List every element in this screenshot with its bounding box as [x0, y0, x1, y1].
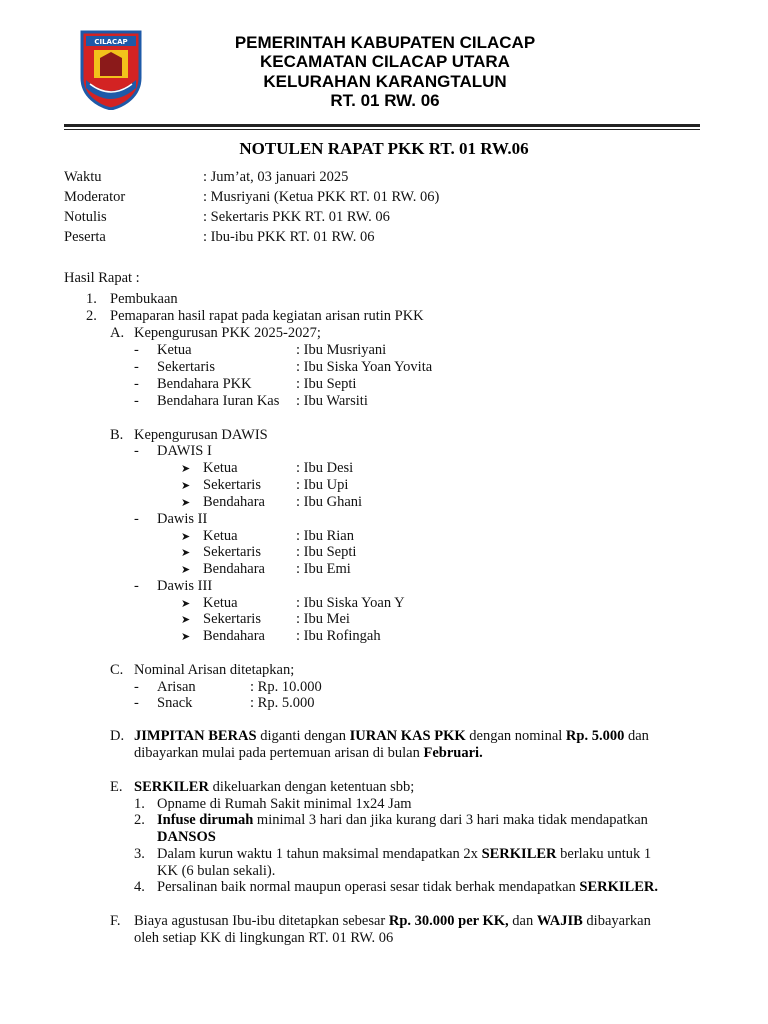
meta-value-notulis: : Sekertaris PKK RT. 01 RW. 06 [203, 209, 390, 225]
role-name: : Ibu Desi [296, 460, 354, 476]
e-item-number: 1. [134, 796, 145, 812]
fee-value: : Rp. 10.000 [250, 679, 322, 695]
fee-label: Snack [157, 695, 193, 711]
header-line-3: KELURAHAN KARANGTALUN [263, 72, 507, 91]
e-item-text: Opname di Rumah Sakit minimal 1x24 Jam [157, 796, 412, 812]
text-fragment: Persalinan baik normal maupun operasi sesar tidak berhak mendapatkan [157, 879, 580, 895]
dawis-group-name: Dawis II [157, 511, 208, 527]
arrow-bullet-icon: ➤ [181, 480, 191, 492]
role-label: Ketua [203, 595, 238, 611]
meta-label-moderator: Moderator [64, 189, 126, 205]
section-d-letter: D. [110, 728, 125, 744]
e-item-text [157, 812, 648, 829]
text-fragment: Dalam kurun waktu 1 tahun maksimal mendapatkan 2x [157, 846, 482, 862]
role-name: : Ibu Siska Yoan Yovita [296, 359, 433, 375]
text-fragment: Biaya agustusan Ibu-ibu ditetapkan sebesar [134, 913, 389, 929]
role-label: Ketua [157, 342, 192, 358]
role-name: : Ibu Musriyani [296, 342, 387, 358]
wajib-text: WAJIB [536, 913, 583, 929]
role-label: Bendahara [203, 494, 265, 510]
dawis-group-name: Dawis III [157, 578, 213, 594]
e-item-text-cont: KK (6 bulan sekali). [157, 863, 276, 879]
role-label: Bendahara PKK [157, 376, 252, 392]
dash: - [134, 511, 139, 527]
meta-value-waktu: : Jum’at, 03 januari 2025 [203, 169, 349, 185]
role-label: Sekertaris [203, 477, 261, 493]
header-line-4: RT. 01 RW. 06 [330, 91, 440, 110]
section-b-letter: B. [110, 427, 124, 443]
serkiler-text: SERKILER [134, 779, 209, 795]
arrow-bullet-icon: ➤ [181, 463, 191, 475]
meta-label-waktu: Waktu [64, 169, 102, 185]
dawis-group-name: DAWIS I [157, 443, 212, 459]
fee-label: Arisan [157, 679, 196, 695]
dansos-text: DANSOS [157, 829, 216, 845]
text-fragment: dan [624, 728, 649, 744]
infuse-text: Infuse dirumah [157, 812, 254, 828]
item-1-number: 1. [86, 291, 97, 307]
header-divider-thin [64, 129, 700, 130]
text-fragment: dibayarkan [582, 913, 651, 929]
header-divider-thick [64, 124, 700, 127]
logo-text: CILACAP [94, 38, 128, 46]
text-fragment: dengan nominal [465, 728, 566, 744]
meta-label-peserta: Peserta [64, 229, 106, 245]
role-name: : Ibu Ghani [296, 494, 363, 510]
role-name: : Ibu Upi [296, 477, 349, 493]
role-name: : Ibu Septi [296, 376, 357, 392]
section-d-line-1 [134, 728, 649, 745]
hasil-rapat-label: Hasil Rapat : [64, 270, 140, 286]
arrow-bullet-icon: ➤ [181, 497, 191, 509]
role-name: : Ibu Warsiti [296, 393, 368, 409]
fee-value: : Rp. 5.000 [250, 695, 315, 711]
role-label: Ketua [203, 528, 238, 544]
arrow-bullet-icon: ➤ [181, 631, 191, 643]
text-fragment: berlaku untuk 1 [556, 846, 652, 862]
dash: - [134, 443, 139, 459]
dash: - [134, 393, 139, 409]
arrow-bullet-icon: ➤ [181, 564, 191, 576]
month-text: Februari. [423, 745, 483, 761]
role-label: Bendahara [203, 561, 265, 577]
section-b-title: Kepengurusan DAWIS [134, 427, 268, 443]
e-item-text [157, 879, 658, 896]
section-c-title: Nominal Arisan ditetapkan; [134, 662, 295, 678]
section-e-letter: E. [110, 779, 123, 795]
header-line-1: PEMERINTAH KABUPATEN CILACAP [234, 33, 536, 52]
section-f-letter: F. [110, 913, 121, 929]
arrow-bullet-icon: ➤ [181, 531, 191, 543]
section-c-letter: C. [110, 662, 124, 678]
meta-value-peserta: : Ibu-ibu PKK RT. 01 RW. 06 [203, 229, 375, 245]
section-a-letter: A. [110, 325, 125, 341]
nominal-amount: Rp. 5.000 [565, 728, 625, 744]
serkiler-text: SERKILER [481, 846, 557, 862]
dash: - [134, 679, 139, 695]
text-fragment: diganti dengan [256, 728, 350, 744]
role-name: : Ibu Mei [296, 611, 350, 627]
role-label: Sekertaris [203, 544, 261, 560]
item-1-text: Pembukaan [110, 291, 178, 307]
serkiler-text: SERKILER. [579, 879, 658, 895]
role-name: : Ibu Rofingah [296, 628, 381, 644]
arrow-bullet-icon: ➤ [181, 547, 191, 559]
kabupaten-logo [80, 30, 142, 110]
section-d-line-2 [134, 745, 483, 762]
dash: - [134, 359, 139, 375]
role-name: : Ibu Siska Yoan Y [296, 595, 405, 611]
text-fragment: minimal 3 hari dan jika kurang dari 3 hari maka tidak mendapatkan [253, 812, 648, 828]
section-a-title: Kepengurusan PKK 2025-2027; [134, 325, 321, 341]
section-e-title [134, 779, 414, 796]
role-label: Sekertaris [203, 611, 261, 627]
e-item-text [157, 846, 651, 863]
role-name: : Ibu Rian [296, 528, 354, 544]
role-name: : Ibu Septi [296, 544, 357, 560]
role-label: Bendahara Iuran Kas [157, 393, 280, 409]
document-title: NOTULEN RAPAT PKK RT. 01 RW.06 [239, 139, 529, 158]
iuran-kas-text: IURAN KAS PKK [349, 728, 466, 744]
item-2-number: 2. [86, 308, 97, 324]
text-fragment: dibayarkan mulai pada pertemuan arisan di bulan [134, 745, 424, 761]
item-2-text: Pemaparan hasil rapat pada kegiatan arisan rutin PKK [110, 308, 424, 324]
dash: - [134, 695, 139, 711]
text-fragment: dan [508, 913, 537, 929]
e-item-number: 2. [134, 812, 145, 828]
role-label: Bendahara [203, 628, 265, 644]
e-item-number: 3. [134, 846, 145, 862]
e-item-number: 4. [134, 879, 145, 895]
arrow-bullet-icon: ➤ [181, 598, 191, 610]
biaya-amount: Rp. 30.000 per KK, [388, 913, 509, 929]
dash: - [134, 578, 139, 594]
role-label: Sekertaris [157, 359, 215, 375]
header-line-2: KECAMATAN CILACAP UTARA [260, 52, 510, 71]
dash: - [134, 376, 139, 392]
section-f-line-2: oleh setiap KK di lingkungan RT. 01 RW. 06 [134, 930, 394, 946]
jimpitan-beras-text: JIMPITAN BERAS [134, 728, 257, 744]
role-name: : Ibu Emi [296, 561, 351, 577]
dash: - [134, 342, 139, 358]
meta-label-notulis: Notulis [64, 209, 107, 225]
section-f-line-1 [134, 913, 651, 930]
arrow-bullet-icon: ➤ [181, 614, 191, 626]
meta-value-moderator: : Musriyani (Ketua PKK RT. 01 RW. 06) [203, 189, 440, 205]
role-label: Ketua [203, 460, 238, 476]
text-fragment: dikeluarkan dengan ketentuan sbb; [208, 779, 415, 795]
